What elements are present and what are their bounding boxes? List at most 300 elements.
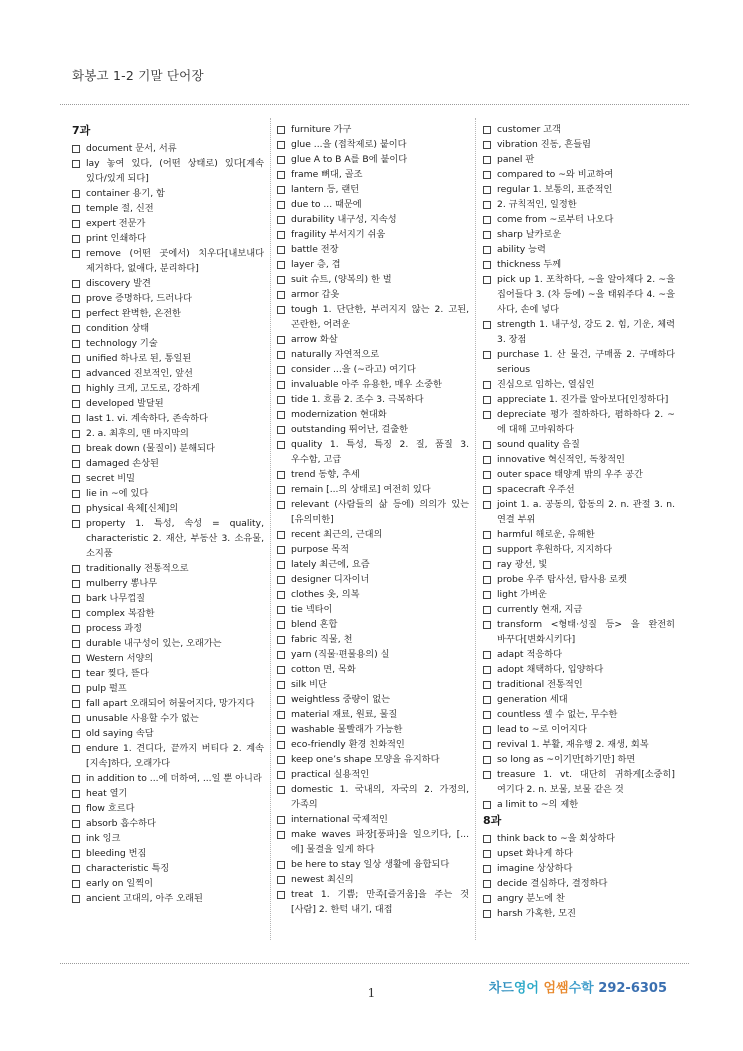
checkbox-icon[interactable]	[483, 591, 491, 599]
checkbox-icon[interactable]	[483, 411, 491, 419]
vocab-text: durable 내구성이 있는, 오래가는	[86, 638, 222, 649]
vocab-text: practical 실용적인	[291, 769, 370, 780]
checkbox-icon[interactable]	[72, 460, 80, 468]
checkbox-icon[interactable]	[277, 831, 285, 839]
checkbox-icon[interactable]	[483, 561, 491, 569]
vocab-item	[72, 336, 264, 351]
vocab-column-1	[72, 122, 264, 906]
vocab-text: lay 놓여 있다, (어떤 상태로) 있다[계속 있다/있게 되다]	[86, 158, 264, 184]
checkbox-icon[interactable]	[277, 546, 285, 554]
vocab-item	[483, 167, 675, 182]
checkbox-icon[interactable]	[72, 355, 80, 363]
vocab-item	[483, 377, 675, 392]
checkbox-icon[interactable]	[483, 741, 491, 749]
vocab-text: secret 비밀	[86, 473, 135, 484]
vocab-item	[483, 152, 675, 167]
vocab-item	[277, 242, 469, 257]
checkbox-icon[interactable]	[72, 865, 80, 873]
vocab-text: purchase 1. 산 물건, 구매품 2. 구매하다 serious	[497, 349, 675, 375]
checkbox-icon[interactable]	[277, 306, 285, 314]
vocab-text: washable 물빨래가 가능한	[291, 724, 403, 735]
checkbox-icon[interactable]	[483, 865, 491, 873]
checkbox-icon[interactable]	[72, 595, 80, 603]
vocab-item	[72, 321, 264, 336]
checkbox-icon[interactable]	[483, 576, 491, 584]
vocab-item	[483, 182, 675, 197]
checkbox-icon[interactable]	[72, 250, 80, 258]
vocab-item	[72, 786, 264, 801]
vocab-item	[483, 542, 675, 557]
vocab-text: characteristic 특징	[86, 863, 170, 874]
vocab-text: light 가벼운	[497, 589, 547, 600]
vocab-text: heat 열기	[86, 788, 128, 799]
vocab-item	[277, 257, 469, 272]
checkbox-icon[interactable]	[483, 835, 491, 843]
vocab-text: treat 1. 기쁨; 만족[즐거움]을 주는 것 [사람] 2. 한턱 내기, 대접	[291, 889, 469, 915]
vocab-item	[483, 752, 675, 767]
vocab-text: blend 혼합	[291, 619, 338, 630]
checkbox-icon[interactable]	[483, 156, 491, 164]
vocab-text: invaluable 아주 유용한, 매우 소중한	[291, 379, 442, 390]
vocab-item	[483, 407, 675, 437]
checkbox-icon[interactable]	[72, 220, 80, 228]
vocab-item	[72, 366, 264, 381]
vocab-item	[483, 527, 675, 542]
vocab-text: absorb 흡수하다	[86, 818, 156, 829]
checkbox-icon[interactable]	[483, 456, 491, 464]
vocab-text: innovative 혁신적인, 독창적인	[497, 454, 625, 465]
vocab-text: unusable 사용할 수가 없는	[86, 713, 199, 724]
checkbox-icon[interactable]	[277, 756, 285, 764]
checkbox-icon[interactable]	[72, 505, 80, 513]
vocab-text: imagine 상상하다	[497, 863, 573, 874]
vocab-item	[277, 407, 469, 422]
vocab-item	[277, 392, 469, 407]
vocab-item	[277, 212, 469, 227]
checkbox-icon[interactable]	[72, 340, 80, 348]
checkbox-icon[interactable]	[72, 385, 80, 393]
checkbox-icon[interactable]	[72, 430, 80, 438]
checkbox-icon[interactable]	[483, 216, 491, 224]
vocab-item	[483, 122, 675, 137]
vocab-text: tear 찢다, 뜯다	[86, 668, 149, 679]
checkbox-icon[interactable]	[72, 445, 80, 453]
checkbox-icon[interactable]	[72, 190, 80, 198]
vocab-item	[72, 696, 264, 711]
vocab-item	[277, 752, 469, 767]
checkbox-icon[interactable]	[483, 276, 491, 284]
vocab-text: glue ...을 (접착제로) 붙이다	[291, 139, 407, 150]
vocab-text: last 1. vi. 계속하다, 존속하다	[86, 413, 208, 424]
checkbox-icon[interactable]	[483, 441, 491, 449]
checkbox-icon[interactable]	[72, 415, 80, 423]
checkbox-icon[interactable]	[72, 880, 80, 888]
checkbox-icon[interactable]	[277, 231, 285, 239]
vocab-text: frame 뼈대, 골조	[291, 169, 363, 180]
vocab-item	[483, 602, 675, 617]
page-number: 1	[367, 986, 376, 1000]
vocab-item	[72, 651, 264, 666]
checkbox-icon[interactable]	[483, 486, 491, 494]
checkbox-icon[interactable]	[72, 805, 80, 813]
vocab-item	[277, 227, 469, 242]
checkbox-icon[interactable]	[483, 126, 491, 134]
vocab-text: condition 상태	[86, 323, 150, 334]
checkbox-icon[interactable]	[277, 891, 285, 899]
vocab-text: joint 1. a. 공동의, 합동의 2. n. 관절 3. n. 연결 부위	[497, 499, 675, 525]
vocab-text: think back to ~을 회상하다	[497, 833, 615, 844]
checkbox-icon[interactable]	[277, 171, 285, 179]
vocab-item	[277, 737, 469, 752]
vocab-text: container 용기, 함	[86, 188, 165, 199]
brand-part-1: 차드	[488, 981, 514, 996]
vocab-text: modernization 현대화	[291, 409, 387, 420]
checkbox-icon[interactable]	[277, 591, 285, 599]
vocab-item	[72, 861, 264, 876]
vocab-item	[277, 647, 469, 662]
vocab-text: break down (물질이) 분해되다	[86, 443, 215, 454]
vocab-text: unified 하나로 된, 통일된	[86, 353, 192, 364]
checkbox-icon[interactable]	[277, 636, 285, 644]
vocab-text: outstanding 뛰어난, 걸출한	[291, 424, 408, 435]
checkbox-icon[interactable]	[72, 235, 80, 243]
vocab-text: fabric 직물, 천	[291, 634, 353, 645]
vocab-item	[483, 137, 675, 152]
checkbox-icon[interactable]	[72, 790, 80, 798]
vocab-item	[72, 426, 264, 441]
vocab-text: complex 복잡한	[86, 608, 155, 619]
vocab-text: print 인쇄하다	[86, 233, 147, 244]
vocab-text: trend 동향, 추세	[291, 469, 360, 480]
vocab-text: tough 1. 단단한, 부러지지 않는 2. 고된, 곤란한, 어려운	[291, 304, 469, 330]
vocab-item	[72, 561, 264, 576]
checkbox-icon[interactable]	[277, 351, 285, 359]
checkbox-icon[interactable]	[72, 625, 80, 633]
checkbox-icon[interactable]	[72, 145, 80, 153]
vocab-text: silk 비단	[291, 679, 327, 690]
checkbox-icon[interactable]	[277, 561, 285, 569]
vocab-item	[483, 272, 675, 317]
checkbox-icon[interactable]	[277, 621, 285, 629]
vocab-item	[277, 167, 469, 182]
vocab-item	[483, 437, 675, 452]
checkbox-icon[interactable]	[483, 261, 491, 269]
checkbox-icon[interactable]	[483, 621, 491, 629]
checkbox-icon[interactable]	[277, 366, 285, 374]
vocab-item	[72, 846, 264, 861]
checkbox-icon[interactable]	[277, 576, 285, 584]
vocab-text: due to ... 때문에	[291, 199, 362, 210]
checkbox-icon[interactable]	[277, 651, 285, 659]
vocab-item	[277, 857, 469, 872]
checkbox-icon[interactable]	[483, 681, 491, 689]
vocab-item	[277, 707, 469, 722]
checkbox-icon[interactable]	[277, 156, 285, 164]
checkbox-icon[interactable]	[483, 771, 491, 779]
vocab-item	[72, 156, 264, 186]
checkbox-icon[interactable]	[72, 775, 80, 783]
vocab-item	[277, 422, 469, 437]
vocab-item	[483, 317, 675, 347]
vocab-text: customer 고객	[497, 124, 561, 135]
checkbox-icon[interactable]	[483, 696, 491, 704]
checkbox-icon[interactable]	[72, 820, 80, 828]
checkbox-icon[interactable]	[483, 910, 491, 918]
checkbox-icon[interactable]	[277, 246, 285, 254]
vocab-text: make waves 파장[풍파]을 일으키다, [...에] 물결을 일게 하다	[291, 829, 469, 855]
checkbox-icon[interactable]	[483, 895, 491, 903]
vocab-item	[72, 501, 264, 516]
checkbox-icon[interactable]	[277, 291, 285, 299]
checkbox-icon[interactable]	[483, 880, 491, 888]
checkbox-icon[interactable]	[72, 280, 80, 288]
checkbox-icon[interactable]	[72, 730, 80, 738]
checkbox-icon[interactable]	[483, 381, 491, 389]
vocab-item	[277, 572, 469, 587]
checkbox-icon[interactable]	[483, 726, 491, 734]
checkbox-icon[interactable]	[72, 160, 80, 168]
checkbox-icon[interactable]	[277, 711, 285, 719]
checkbox-icon[interactable]	[277, 696, 285, 704]
checkbox-icon[interactable]	[72, 475, 80, 483]
vocab-item	[483, 452, 675, 467]
checkbox-icon[interactable]	[483, 171, 491, 179]
vocab-item	[483, 692, 675, 707]
checkbox-icon[interactable]	[72, 520, 80, 528]
vocab-item	[277, 527, 469, 542]
checkbox-icon[interactable]	[277, 486, 285, 494]
checkbox-icon[interactable]	[72, 850, 80, 858]
vocab-item	[277, 617, 469, 632]
checkbox-icon[interactable]	[277, 786, 285, 794]
vocab-item	[277, 767, 469, 782]
vocab-item	[72, 741, 264, 771]
vocab-item	[72, 816, 264, 831]
vocab-text: in addition to ...에 더하여, ...일 뿐 아니라	[86, 773, 262, 784]
vocab-text: pulp 펄프	[86, 683, 127, 694]
checkbox-icon[interactable]	[277, 426, 285, 434]
checkbox-icon[interactable]	[72, 835, 80, 843]
vocab-text: upset 화나게 하다	[497, 848, 573, 859]
checkbox-icon[interactable]	[277, 126, 285, 134]
checkbox-icon[interactable]	[72, 670, 80, 678]
checkbox-icon[interactable]	[72, 745, 80, 753]
checkbox-icon[interactable]	[483, 351, 491, 359]
checkbox-icon[interactable]	[277, 141, 285, 149]
vocab-item	[483, 497, 675, 527]
bottom-divider	[60, 963, 689, 964]
vocab-text: quality 1. 특성, 특징 2. 질, 품질 3. 우수함, 고급	[291, 439, 469, 465]
vocab-text: 진심으로 임하는, 열심인	[497, 379, 595, 390]
checkbox-icon[interactable]	[483, 186, 491, 194]
vocab-text: flow 흐르다	[86, 803, 135, 814]
vocab-text: vibration 진동, 흔들림	[497, 139, 591, 150]
vocab-text: angry 분노에 찬	[497, 893, 565, 904]
vocab-column-3	[483, 122, 675, 921]
vocab-item	[277, 497, 469, 527]
checkbox-icon[interactable]	[72, 295, 80, 303]
vocab-item	[277, 677, 469, 692]
checkbox-icon[interactable]	[277, 411, 285, 419]
checkbox-icon[interactable]	[277, 771, 285, 779]
checkbox-icon[interactable]	[277, 726, 285, 734]
checkbox-icon[interactable]	[483, 531, 491, 539]
checkbox-icon[interactable]	[483, 201, 491, 209]
vocab-text: bark 나무껍질	[86, 593, 145, 604]
brand-phone: 292-6305	[598, 981, 667, 996]
checkbox-icon[interactable]	[483, 321, 491, 329]
vocab-column-2	[277, 122, 469, 917]
checkbox-icon[interactable]	[277, 336, 285, 344]
vocab-item	[277, 782, 469, 812]
vocab-text: eco-friendly 환경 친화적인	[291, 739, 405, 750]
checkbox-icon[interactable]	[277, 261, 285, 269]
vocab-text: material 재료, 원료, 물질	[291, 709, 398, 720]
vocab-item	[277, 347, 469, 362]
vocab-item	[72, 381, 264, 396]
checkbox-icon[interactable]	[483, 141, 491, 149]
section-heading: 8과	[483, 814, 502, 827]
vocab-text: traditional 전통적인	[497, 679, 583, 690]
vocab-item	[277, 542, 469, 557]
checkbox-icon[interactable]	[277, 441, 285, 449]
checkbox-icon[interactable]	[277, 381, 285, 389]
checkbox-icon[interactable]	[72, 565, 80, 573]
vocab-item	[277, 437, 469, 467]
checkbox-icon[interactable]	[277, 681, 285, 689]
vocab-text: physical 육체[신체]의	[86, 503, 179, 514]
checkbox-icon[interactable]	[72, 400, 80, 408]
checkbox-icon[interactable]	[277, 741, 285, 749]
vocab-item	[72, 471, 264, 486]
checkbox-icon[interactable]	[483, 801, 491, 809]
vocab-text: layer 층, 겹	[291, 259, 341, 270]
vocab-text: ink 잉크	[86, 833, 121, 844]
checkbox-icon[interactable]	[483, 606, 491, 614]
vocab-item	[483, 722, 675, 737]
vocab-item	[277, 467, 469, 482]
checkbox-icon[interactable]	[277, 216, 285, 224]
vocab-text: 2. 규칙적인, 일정한	[497, 199, 577, 210]
vocab-item	[483, 572, 675, 587]
vocab-item	[483, 861, 675, 876]
vocab-item	[483, 662, 675, 677]
vocab-text: strength 1. 내구성, 강도 2. 힘, 기운, 체력 3. 장점	[497, 319, 675, 345]
checkbox-icon[interactable]	[483, 246, 491, 254]
vocab-text: yarn (직물·편물용의) 실	[291, 649, 390, 660]
vocab-item	[72, 711, 264, 726]
checkbox-icon[interactable]	[277, 876, 285, 884]
vocab-item	[483, 707, 675, 722]
vocab-item	[72, 456, 264, 471]
checkbox-icon[interactable]	[277, 501, 285, 509]
vocab-item	[483, 392, 675, 407]
vocab-text: ability 능력	[497, 244, 546, 255]
checkbox-icon[interactable]	[72, 205, 80, 213]
vocab-text: consider ...을 (~라고) 여기다	[291, 364, 416, 375]
checkbox-icon[interactable]	[277, 861, 285, 869]
checkbox-icon[interactable]	[277, 816, 285, 824]
vocab-text: be here to stay 일상 생활에 융합되다	[291, 859, 450, 870]
checkbox-icon[interactable]	[72, 655, 80, 663]
vocab-text: discovery 발견	[86, 278, 151, 289]
vocab-text: regular 1. 보통의, 표준적인	[497, 184, 613, 195]
vocab-item	[72, 591, 264, 606]
checkbox-icon[interactable]	[72, 715, 80, 723]
vocab-item	[72, 726, 264, 741]
vocab-text: so long as ~이기만[하기만] 하면	[497, 754, 636, 765]
checkbox-icon[interactable]	[277, 396, 285, 404]
vocab-text: battle 전장	[291, 244, 339, 255]
checkbox-icon[interactable]	[72, 685, 80, 693]
vocab-text: purpose 목적	[291, 544, 349, 555]
vocab-text: newest 최신의	[291, 874, 354, 885]
checkbox-icon[interactable]	[483, 501, 491, 509]
checkbox-icon[interactable]	[277, 201, 285, 209]
vocab-text: naturally 자연적으로	[291, 349, 380, 360]
checkbox-icon[interactable]	[277, 186, 285, 194]
checkbox-icon[interactable]	[72, 370, 80, 378]
checkbox-icon[interactable]	[483, 651, 491, 659]
checkbox-icon[interactable]	[277, 471, 285, 479]
checkbox-icon[interactable]	[483, 711, 491, 719]
vocab-item	[277, 302, 469, 332]
vocab-text: decide 결심하다, 결정하다	[497, 878, 608, 889]
vocab-item	[483, 647, 675, 662]
checkbox-icon[interactable]	[72, 895, 80, 903]
vocab-item	[72, 276, 264, 291]
vocab-text: 2. a. 최후의, 맨 마지막의	[86, 428, 189, 439]
checkbox-icon[interactable]	[277, 666, 285, 674]
vocab-item	[72, 666, 264, 681]
vocab-text: document 문서, 서류	[86, 143, 177, 154]
checkbox-icon[interactable]	[483, 396, 491, 404]
vocab-item	[277, 557, 469, 572]
checkbox-icon[interactable]	[72, 325, 80, 333]
vocab-text: glue A to B A를 B에 붙이다	[291, 154, 408, 165]
checkbox-icon[interactable]	[72, 610, 80, 618]
vocab-item	[483, 347, 675, 377]
checkbox-icon[interactable]	[277, 276, 285, 284]
vocab-item	[277, 137, 469, 152]
checkbox-icon[interactable]	[72, 640, 80, 648]
vocab-item	[277, 182, 469, 197]
checkbox-icon[interactable]	[72, 700, 80, 708]
checkbox-icon[interactable]	[483, 231, 491, 239]
checkbox-icon[interactable]	[483, 546, 491, 554]
vocab-item	[277, 197, 469, 212]
vocab-text: adopt 채택하다, 입양하다	[497, 664, 604, 675]
checkbox-icon[interactable]	[483, 756, 491, 764]
vocab-text: tie 넥타이	[291, 604, 333, 615]
vocab-text: sharp 날카로운	[497, 229, 562, 240]
checkbox-icon[interactable]	[72, 580, 80, 588]
checkbox-icon[interactable]	[277, 606, 285, 614]
vocab-item	[483, 831, 675, 846]
checkbox-icon[interactable]	[72, 310, 80, 318]
vocab-item	[72, 186, 264, 201]
checkbox-icon[interactable]	[483, 666, 491, 674]
checkbox-icon[interactable]	[483, 471, 491, 479]
vocab-item	[72, 246, 264, 276]
vocab-text: durability 내구성, 지속성	[291, 214, 397, 225]
vocab-item	[277, 632, 469, 647]
checkbox-icon[interactable]	[483, 850, 491, 858]
vocab-item	[72, 231, 264, 246]
checkbox-icon[interactable]	[72, 490, 80, 498]
checkbox-icon[interactable]	[277, 531, 285, 539]
vocab-item	[72, 771, 264, 786]
